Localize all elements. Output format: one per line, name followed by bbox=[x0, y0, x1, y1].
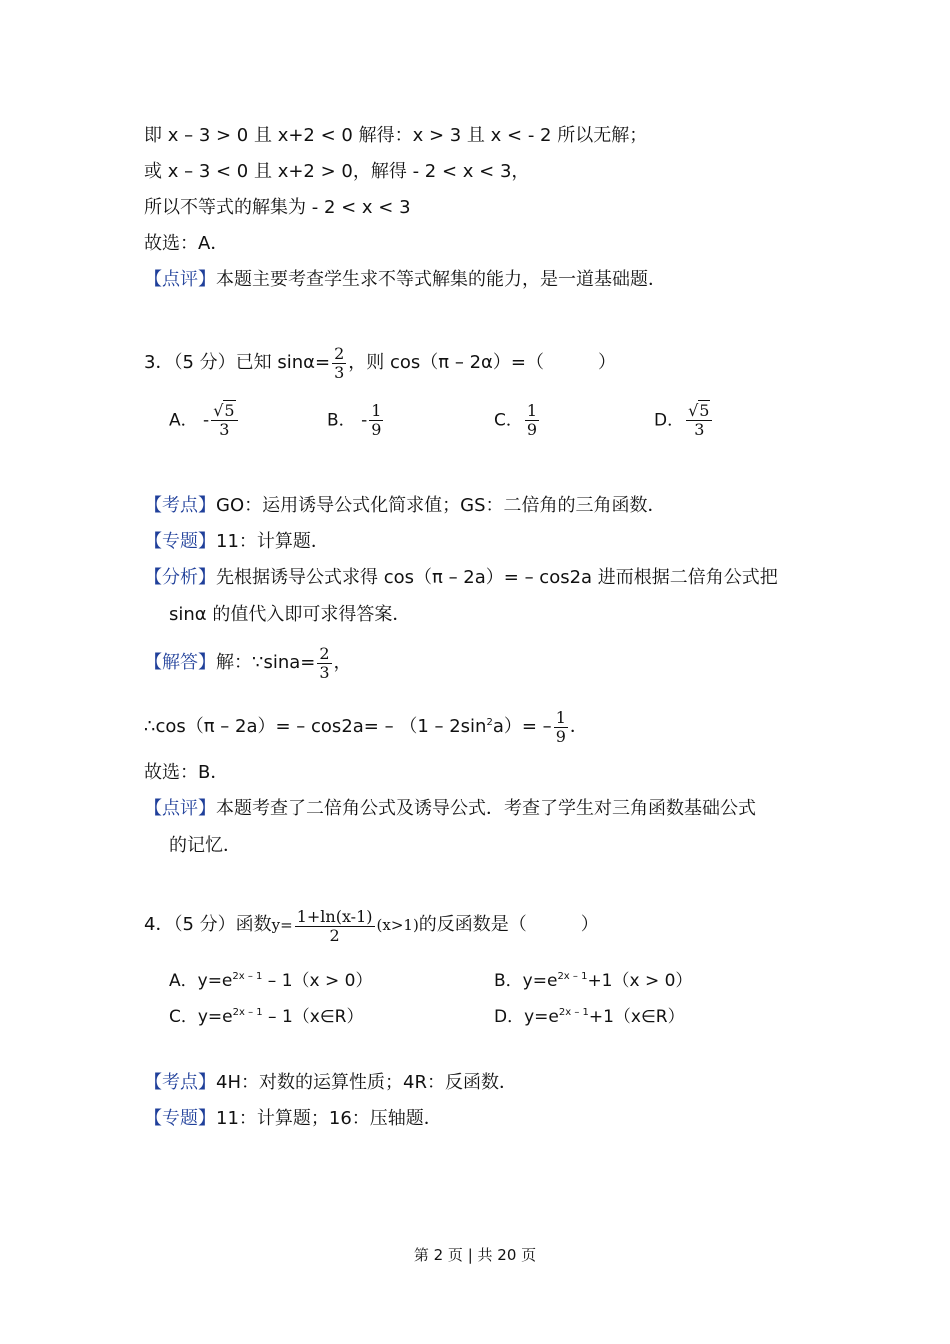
solution-step: ∴cos（π – $2a)= - \cos 2a= - (1 - 2\sin^2a)=$ – $\frac{1}{9}$ ． bbox=[144, 707, 588, 746]
question-4-stem: 4．（5 分）函数y= $\frac{1+\ln(x-1)}{2}$ (x>1)的反函数是（ ） bbox=[144, 906, 599, 945]
solution-line: 即 x – 3 > 0 且 x+2 < 0 解得：x > 3 且 x < ‐ 2 所以无解； bbox=[144, 125, 648, 146]
question-3-stem: 3．（5 分）已知 sinα= $\frac{2}{3}$ ，则 cos（π – 2α）=（ ） bbox=[144, 343, 616, 382]
fenxi-line-2: sinα 的值代入即可求得答案． bbox=[169, 604, 411, 625]
solution-line: 所以不等式的解集为 ‐ 2 < x < 3 bbox=[144, 197, 411, 218]
fenxi-line: 【分析】先根据诱导公式求得 cos（π – 2a）= – cos2a 进而根据二倍角公式把 bbox=[144, 567, 778, 588]
option-b[interactable]: B．$y=e^{2x - 1}+1(x > 0)$ bbox=[494, 971, 693, 991]
review-line-2: 的记忆． bbox=[169, 835, 241, 856]
formula: y= $\frac{1+\ln(x-1)}{2}$ (x>1) bbox=[271, 906, 419, 945]
review-tag: 【点评】 bbox=[144, 269, 216, 290]
option-a[interactable]: A． ‐ $\frac{√5}{3}$ bbox=[169, 402, 240, 439]
option-d[interactable]: D．$y=e^{2x - 1}+1(x\in R)$ bbox=[494, 1007, 685, 1027]
answer-line: 故选：A． bbox=[144, 233, 229, 254]
option-a[interactable]: A．$y=e^{2x - 1} - 1(x > 0)$ bbox=[169, 971, 373, 991]
page-footer: 第 2 页 | 共 20 页 bbox=[413, 1246, 537, 1264]
option-c[interactable]: C． $\frac{1}{9}$ bbox=[494, 401, 538, 439]
option-d[interactable]: D． $\frac{√5}{3}$ bbox=[654, 402, 714, 439]
jieda-line: 【解答】解：∵sina= $\frac{2}{3}$ ， bbox=[144, 643, 352, 682]
kaodian-line: 【考点】4H：对数的运算性质；4R：反函数． bbox=[144, 1072, 517, 1093]
solution-line: 或 x – 3 < 0 且 x+2 > 0，解得 ‐ 2 < x < 3， bbox=[144, 161, 530, 182]
option-c[interactable]: C．$y=e^{2x - 1}$ – 1（x∈R） bbox=[169, 1007, 364, 1027]
zhuanti-line: 【专题】11：计算题． bbox=[144, 531, 329, 552]
option-b[interactable]: B． ‐ $\frac{1}{9}$ bbox=[327, 401, 382, 439]
answer-line: 故选：B． bbox=[144, 762, 229, 783]
review-text: 本题主要考查学生求不等式解集的能力，是一道基础题． bbox=[216, 269, 666, 290]
review-line: 【点评】本题考查了二倍角公式及诱导公式．考查了学生对三角函数基础公式 bbox=[144, 798, 756, 819]
kaodian-line: 【考点】GO：运用诱导公式化简求值；GS：二倍角的三角函数． bbox=[144, 495, 666, 516]
zhuanti-line: 【专题】11：计算题；16：压轴题． bbox=[144, 1108, 442, 1129]
fraction: $\frac{2}{3}$ bbox=[334, 343, 345, 382]
review-line bbox=[144, 268, 666, 292]
